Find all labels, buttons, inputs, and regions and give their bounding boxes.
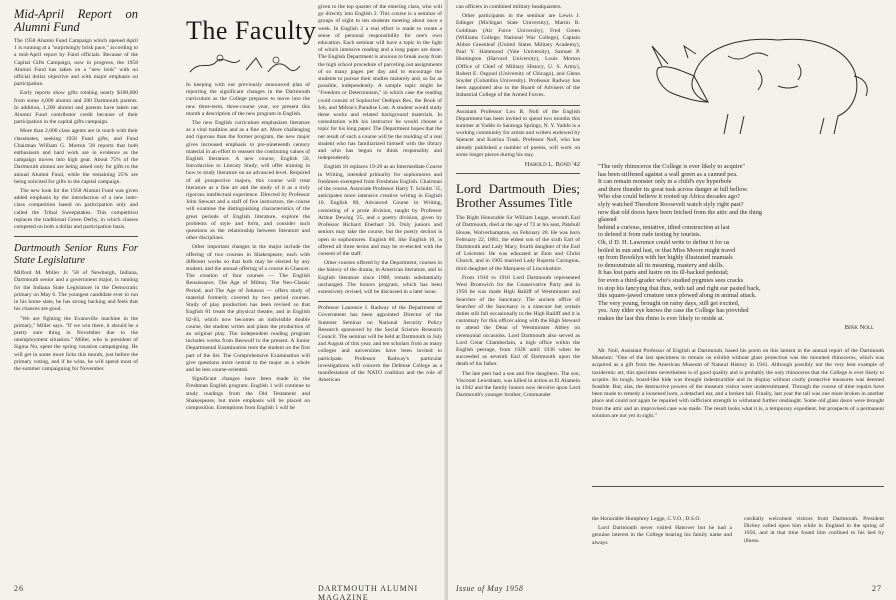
- left-column-1: [14, 8, 138, 576]
- faculty-paragraph: given to the top quarter of the entering class, who will go directly into English 2. This course is a seminar of groups of eight to ten students meeting about once a week. In English 2 a real effort is made to create a sense of personal responsibility for one's own education. Each seminar will have a topic in the light of which intensive reading and a long paper are done. The English Department is anxious to break away from the high school procedure of parceling out assignments of so many pages per day and to encourage the students to pursue their studies maturely and, so far as possible, independently. A sample topic might be "Freedom or Determinism," in which case the reading could consist of Sophocles' Oedipus Rex, the Book of Job, and Milton's Paradise Lost. A student would study these works and related background materials. In consultation with his instructor he would choose a topic for his long paper. The Department hopes that the net result of such a course will be the molding of a real student who has familiarized himself with the library and who has begun to think responsibly and independently.: [318, 4, 442, 162]
- faculty-column-2: [318, 4, 442, 576]
- figure-sketch: [190, 58, 300, 72]
- poem-line: It has lost parts and lustre on its ill-backed pedestal;: [598, 269, 729, 277]
- legge-paragraph: Lord Dartmouth never visited Hanover but he had a genuine interest in the College bearing his family name and always: [592, 525, 732, 546]
- obit-paragraph: The late peer had a son and five daughters. The son, Viscount Lewisham, was killed in action at El Alamein in 1942 and the family honors now devolve upon Lord Dartmouth's younger brother, Commander: [456, 370, 580, 399]
- faculty-illustration: [180, 52, 304, 78]
- radway-paragraph: Other participants in the seminar are Lewis J. Edinger (Michigan State University), Martin R. Goldman (Air Force University), Fred Green (Williams College; National War College), Captain Abbot Greenleaf (United States Military Academy), Paul Y. Hammond (Yale University), Samuel P. Huntington (Harvard University), Louis Morton (Office of Chief of Military History, U. S. Army), Robert E. Osgood (University of Chicago), and Glenn Snyder (Columbia University). Professor Radway has been appointed also to the Board of Advisers of the Industrial College of the Armed Forces.: [456, 13, 580, 99]
- faculty-paragraph: Significant changes have been made in the Freshman English program. English 1 will continue to study readings from the Old Testament and Shakespeare, but more emphasis will be placed on composition. Exemptions from English 1 will be: [186, 376, 310, 411]
- issue-footer: Issue of May 1958: [456, 584, 524, 593]
- poem-line: boiled in sun and lust, or that Miss Moore might travel: [598, 246, 736, 254]
- obit-headline: Lord Dartmouth Dies; Brother Assumes Title: [456, 181, 580, 211]
- section-divider: [14, 236, 138, 237]
- rhino-sketch: [652, 39, 867, 134]
- faculty-headline: The Faculty: [186, 16, 317, 45]
- fund-paragraph: The 1958 Alumni Fund Campaign which opened April 1 is running at a "surprisingly brisk pace," according to a mid-April report by Fund officials. Because of the Capital Gifts Campaign, now in progress, the 1958 Alumni Fund has taken on a "new look" with no official dollar objective and with major emphasis on participation.: [14, 38, 138, 88]
- faculty-paragraph: English 10 replaces 19-20 as an Intermediate Course in Writing, intended primarily for sophomores and freshmen exempted from Freshman English. Chairman of the course, Associate Professor Harry T. Schultz '35, anticipates more intensive creative writing in English 10. English 80, Advanced Course in Writing, consisting of a prose division, taught by Professor Arthur Dewing '25, and a poetry division, given by Professor Richard Eberhart '26. Only juniors and seniors may take the course, but the poetry section is open to sophomores. English 80, like English 10, is offered all three terms and may be re-elected with the consent of the staff.: [318, 164, 442, 257]
- rhino-poem: [598, 163, 874, 332]
- poem-line: up from Brooklyn with her highly illustrated manuals: [598, 254, 733, 262]
- section-divider: [456, 105, 580, 106]
- legge-paragraph: the Honorable Humphrey Legge, C.V.O., D.S.O.: [592, 516, 701, 522]
- senior-paragraph: "We are fighting the Evansville machine in the primary," Miller says. "If we win there, it should be a pretty sure thing in November due to the unemployment situation." Miller, who is president of Sigma Nu, spent the spring vacation campaigning. He will get in some more licks this month, just before the primary voting, and if he wins, he will spend most of the summer campaigning for November.: [14, 315, 138, 372]
- radway-paragraph: can officers in combined military headquarters.: [456, 4, 562, 10]
- page-number-right: 27: [872, 584, 882, 593]
- faculty-paragraph: Other courses offered by the Department, courses in the history of the drama, in American literature, and in English literature since 1900, remain substantially unchanged. The honors program, which has been extensively revised, will be discussed in a later issue.: [318, 260, 442, 295]
- faculty-paragraph: Other important changes in the major include the offering of two courses in Shakespeare, each with different works so that both may be elected by any student, and the annual offering of a course in Chaucer. The creation of four courses — The English Renaissance, The Age of Milton, The Neo-Classic Period, and The Age of Johnson — offers study of material formerly covered by two period courses. Study of play production has been revised so that English 81 treats the physical theatre, and in English 82-83, which now becomes an indivisible double course, the student writes and plans the production of an original play. The independent reading program includes works from Beowulf to the present. A Junior Departmental Examination tests the student on the first part of the list. The Comprehensive Examination will give questions more central to the major as a whole and be less course-oriented.: [186, 244, 310, 373]
- rhino-body: [692, 39, 857, 134]
- faculty-column-1: [186, 82, 310, 576]
- poem-line: Oh, if D. H. Lawrence could write to define it for us: [598, 238, 730, 246]
- right-column-1: [456, 4, 580, 514]
- noll-commentary: [592, 348, 884, 484]
- right-page: [448, 0, 896, 600]
- fund-paragraph: Early reports show gifts totaling nearly $100,000 from some 4,000 alumni and 200 Dartmouth parents. In addition, 1,200 alumni and parents have taken out Alumni Fund contributor credit because of their participation in the capital gifts campaign.: [14, 90, 138, 126]
- poem-line: has been stiffened against a wall green as a canned pea.: [598, 170, 738, 178]
- figure-head-sketch: [273, 57, 279, 63]
- page-number-left: 26: [14, 584, 24, 593]
- fund-paragraph: The new look for the 1958 Alumni Fund was given added emphasis by the introduction of a new inter-class competition based on participation only and called the Tribal Sweepstakes. This competition replaces the traditional Green Derby, in which classes competed on both a dollar and participation basis.: [14, 188, 138, 231]
- obit-paragraph: The Right Honorable Sir William Legge, seventh Earl of Dartmouth, died at the age of 72 at his seat, Patshull House, Wolverhampton, on February 28. He was born February 22, 1881, the eldest son of the sixth Earl of Dartmouth and Lady Mary, fourth daughter of the Earl of Leicester. He was educated at Eton and Christ Church, and in 1905 married Lady Ruperta Carington, third daughter of the Marquess of Lincolnshire.: [456, 215, 580, 272]
- author-signature: Harold L. Bond '42: [524, 161, 580, 169]
- poem-line: and there thunder its great tusk across danger at full bellow.: [598, 185, 749, 193]
- rhino-skin-texture: [728, 53, 801, 90]
- legge-column-1: [592, 516, 732, 576]
- magazine-footer: DARTMOUTH ALUMNI MAGAZINE: [318, 584, 419, 600]
- section-divider: [592, 486, 884, 487]
- poem-line: makes the last this rhino is ever likely to reside at.: [598, 314, 725, 322]
- obit-paragraph: From 1910 to 1918 Lord Dartmouth represented West Bromwich for the Conservative Party and in 1950 he was made High Bailiff of Westminster and Searcher of the Sanctuary. The ancient office of Searcher of the Sanctuary is a sinecure but certain duties still fall occasionally to the High Bailiff and it is customary for this officer along with the High Steward to attend the Dean of Westminster Abbey on ceremonial occasions. Lord Dartmouth also served as Lord Great Chamberlain, a high office within the English peerage, from 1928 until 1936 when he succeeded as seventh Earl of Dartmouth upon the death of his father.: [456, 274, 580, 368]
- poem-line: to defend it from rude testing by tourists.: [598, 231, 702, 239]
- rhino-horn: [652, 46, 668, 66]
- poem-line: to demonstrate all its meaning, mastery and skills.: [598, 261, 725, 269]
- rhinoceros-illustration: [648, 6, 888, 146]
- fund-paragraph: More than 2,000 class agents are in touch with their classmates, seeking 1958 Fund gifts, and Fund Chairman William G. Morton '28 reports that both enthusiasm and hard work are in evidence as the campaign moves into high gear. About 75% of the Dartmouth alumni are being asked only for gifts to the annual Alumni Fund, while the remaining 25% are being solicited for gifts to the capital campaign.: [14, 128, 138, 185]
- poem-line: yes. Any elder eye knows the case the College has provided: [598, 307, 749, 315]
- poem-signature: Bink Noll: [844, 324, 874, 332]
- noll-yaddo-paragraph: Assistant Professor Lou B. Noll of the English Department has been invited to spend two months this summer at Yaddo in Saratoga Springs, N. Y. Yaddo is a working community for artists and writers endowed by Spencer and Katrina Trask. Professor Noll, who has already published a number of poems, will work on some longer pieces during his stay.: [456, 108, 580, 158]
- senior-paragraph: Milford M. Miller Jr. '58 of Newburgh, Indiana, Dartmouth senior and a government major, is running for the Indiana State Legislature in the Democratic primary on May 6. The youngest candidate ever to run in his home state, he has strong backing and feels that his chances are good.: [14, 270, 138, 313]
- poem-line: It can remain monster only in a child's eye hyperbole: [598, 178, 732, 186]
- poem-line: Who else could believe it rooted up Africa decades ago?: [598, 193, 740, 201]
- legge-column-2: [744, 516, 884, 576]
- noll-paragraph: Mr. Noll, Assistant Professor of English at Dartmouth, based his poem on this lament in the annual report of the Dartmouth Museum: "One of the last specimens to remain on exhibit without glass protection was the mounted rhinoceros, which was acquired as a gift from the American Museum of Natural History in 1941. Although possibly not the very best example of taxidermic art, this specimen nevertheless is of good quality and is probably the only rhinoceros that the College is ever likely to acquire. Its tough, board-like hide was thought indestructible and its display without costly protective measures was deemed feasible. But, alas, the destructive powers of the museum visitor were underestimated. Through the course of time repairs have been made to remedy a loosened horn, a detached ear, and a broken tail. Finally, last year the tail was one more broken in another place and could not again be repaired with sufficient strength to withstand further onslaught. Some old glass doors were brought from the attic and an improvised case was made. The result looks what it is, a temporary expedient, but prospects of a permanent solution are not yet in sight.": [592, 348, 884, 419]
- poem-line: to stop his fancying that thus, with tail and right ear pasted back,: [598, 284, 761, 292]
- faculty-paragraph: In keeping with our previously announced plan of reporting the significant changes in the Dartmouth curriculum as the College prepares to move into the new three-term, three-course year, we present this month a description of the new program in English.: [186, 82, 310, 117]
- poem-line: behind a curious, tentative, tilted construction at last: [598, 223, 730, 231]
- poem-line: glassed: [598, 216, 617, 224]
- poem-line: now that old doors have been fetched from the attic and the thing: [598, 208, 763, 216]
- section-divider: [456, 173, 580, 174]
- rhino-head: [657, 67, 708, 102]
- senior-headline: Dartmouth Senior Runs For State Legislature: [14, 243, 138, 266]
- radway-paragraph: Professor Laurence I. Radway of the Department of Government has been appointed Director of the Summer Seminar on National Security Policy Research sponsored by the Social Science Research Council. The seminar will be held at Dartmouth in July and August of this year, and ten scholars from as many colleges and universities have been invited to participate. Professor Radway's particular investigations will concern the Defense College as a manifestation of the NATO coalition and the role of American: [318, 305, 442, 384]
- fund-headline: Mid-April Report on Alumni Fund: [14, 8, 138, 34]
- legge-paragraph: cordially welcomed visitors from Dartmouth. President Dickey called upon him while in England in the spring of 1956, and at that time found him confined to his bed by illness.: [744, 516, 884, 544]
- section-divider: [318, 301, 442, 302]
- poem-line: The very young, brought on rainy days, still get excited,: [598, 299, 740, 307]
- poem-line: "The only rhinoceros the College is ever likely to acquire": [598, 163, 745, 170]
- poem-line: for even a third-grader who's studied pygmies sees cracks: [598, 276, 744, 284]
- rhino-ear: [684, 46, 696, 58]
- faculty-paragraph: The new English curriculum emphasizes literature as a vital tradition and as a fine art. More challenging and rigorous than the former program, the new major gives increased emphasis to pre-nineteenth century material in an effort to reassert the continuing values of English literature. A new course, English 50, Introduction to Literary Study, will offer training in how to study literature on an advanced level. Required of all prospective majors, this course will treat literature as a fine art and the study of it as a truly rigorous intellectual experience. Directed by Professor John Stewart and a staff of five instructors, the course will examine the distinguishing characteristics of the great periods of English literature, explore the problems of style and form, and consider such questions as the relationship between literature and other disciplines.: [186, 120, 310, 242]
- poem-line: this square-jawed creature once plowed along in animal attack.: [598, 292, 757, 300]
- poem-line: slyly watched Theodore Roosevelt watch slyly right past?: [598, 200, 744, 208]
